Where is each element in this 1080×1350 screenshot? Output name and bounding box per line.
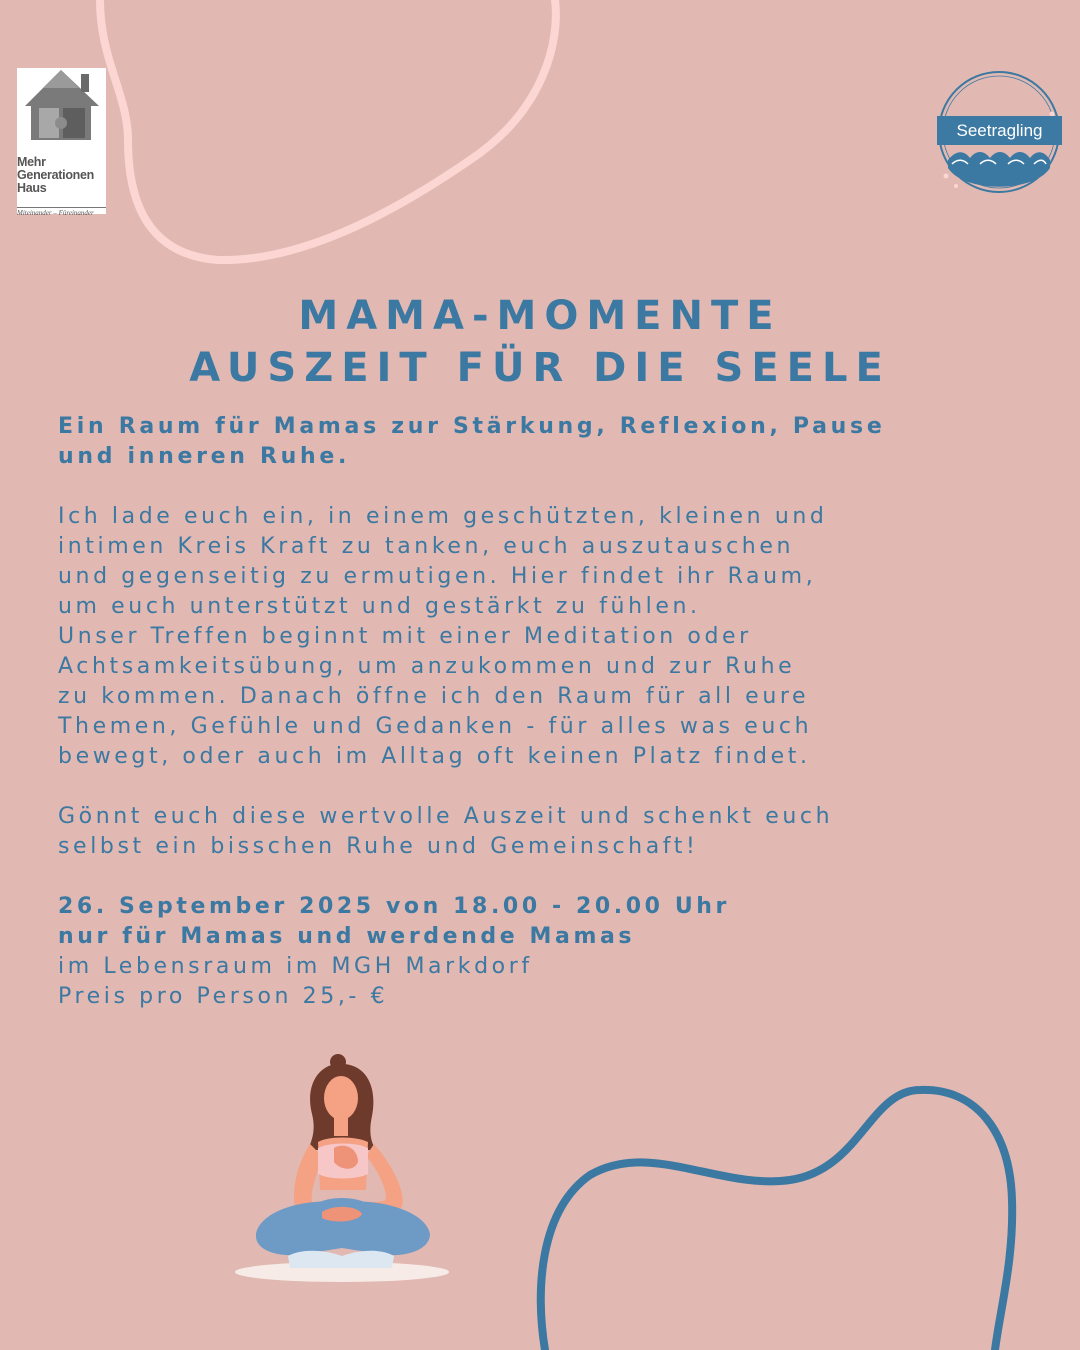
- page-title: [0, 290, 1080, 394]
- body-line: Unser Treffen beginnt mit einer Meditation oder: [58, 624, 752, 649]
- event-date: 26. September 2025 von 18.00 - 20.00 Uhr: [58, 894, 731, 919]
- body-line: Ich lade euch ein, in einem geschützten, kleinen und: [58, 504, 828, 529]
- mgh-name-line2: Generationen: [17, 168, 94, 182]
- intro-line: Ein Raum für Mamas zur Stärkung, Reflexion, Pause: [58, 414, 886, 439]
- blue-curve: [541, 1090, 1012, 1350]
- mgh-tagline: Miteinander – Füreinander: [17, 207, 106, 217]
- body-line: bewegt, oder auch im Alltag oft keinen Platz findet.: [58, 744, 811, 769]
- body-paragraph-2: [58, 802, 1058, 862]
- intro-line: und inneren Ruhe.: [58, 444, 351, 469]
- mgh-name-line1: Mehr: [17, 155, 46, 169]
- seetragling-label: Seetragling: [937, 116, 1062, 145]
- body-line: Gönnt euch diese wertvolle Auszeit und schenkt euch: [58, 804, 834, 829]
- title-line2: AUSZEIT FÜR DIE SEELE: [189, 345, 891, 391]
- body-line: um euch unterstützt und gestärkt zu fühlen.: [58, 594, 701, 619]
- title-line1: MAMA-MOMENTE: [298, 293, 782, 339]
- mgh-name-line3: Haus: [17, 181, 47, 195]
- house-logo-icon: [17, 68, 106, 158]
- body-line: selbst ein bisschen Ruhe und Gemeinschaft!: [58, 834, 699, 859]
- seetragling-subtitle: Trageberatung & Impulscoaching am Bodensee: [959, 172, 1041, 184]
- body-line: und gegenseitig zu ermutigen. Hier findet ihr Raum,: [58, 564, 817, 589]
- event-location: im Lebensraum im MGH Markdorf: [58, 954, 533, 979]
- meditating-woman-illustration: [230, 1052, 450, 1287]
- body-line: intimen Kreis Kraft zu tanken, euch auszutauschen: [58, 534, 794, 559]
- event-audience: nur für Mamas und werdende Mamas: [58, 924, 636, 949]
- pink-curve: [100, 0, 556, 260]
- body-line: Achtsamkeitsübung, um anzukommen und zur Ruhe: [58, 654, 796, 679]
- event-details: [58, 892, 1058, 1012]
- body-line: Themen, Gefühle und Gedanken - für alles was euch: [58, 714, 813, 739]
- body-paragraph-1: [58, 502, 1058, 772]
- intro-text: [58, 412, 1058, 472]
- event-price: Preis pro Person 25,- €: [58, 984, 389, 1009]
- mgh-logo: [17, 68, 106, 217]
- main-text: [58, 412, 1058, 1012]
- body-line: zu kommen. Danach öffne ich den Raum für all eure: [58, 684, 810, 709]
